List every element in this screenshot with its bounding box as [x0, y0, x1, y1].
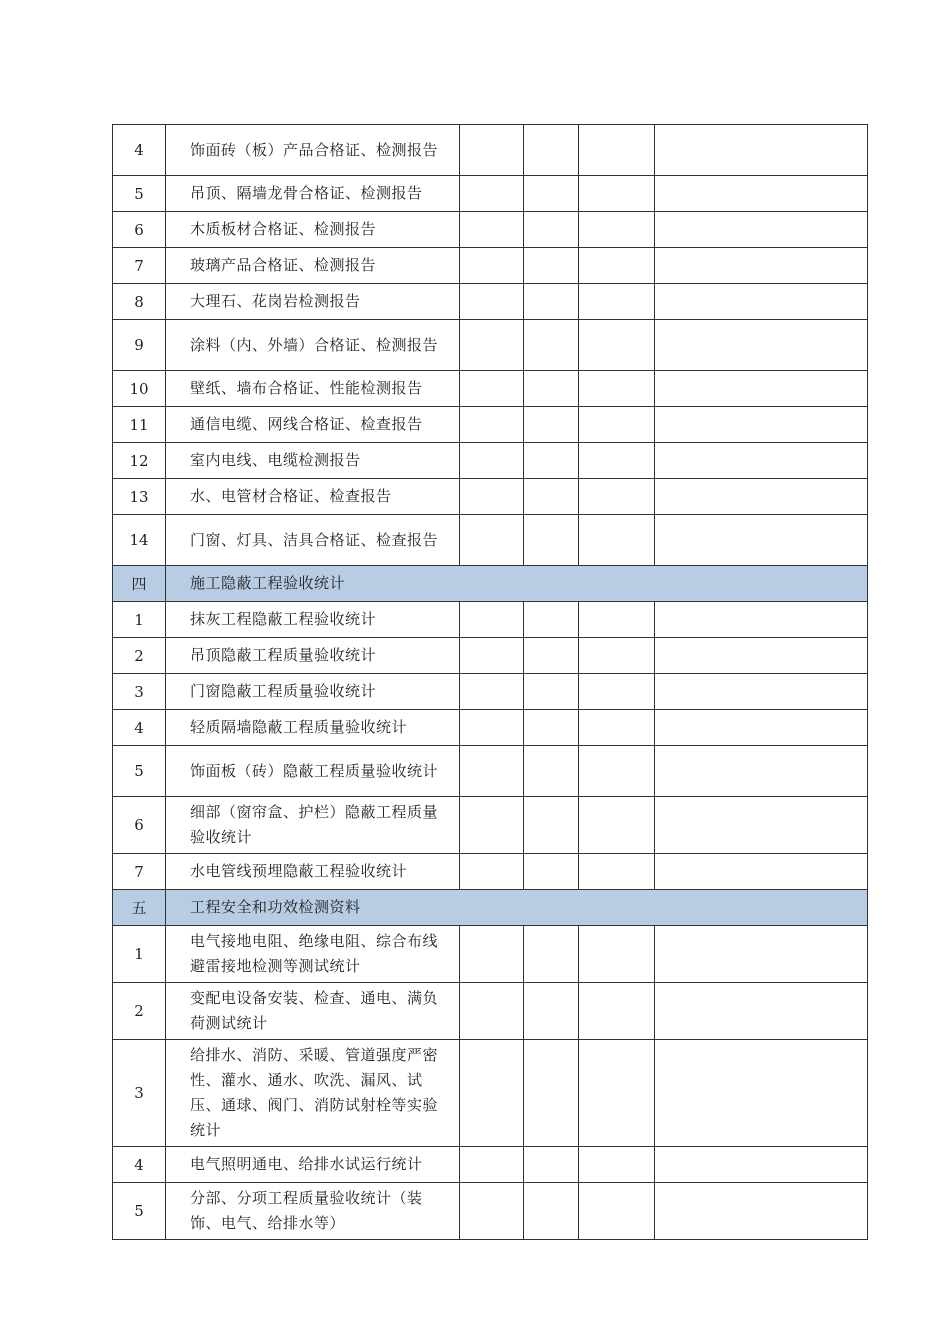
item-description: 饰面板（砖）隐蔽工程质量验收统计 — [166, 746, 460, 797]
blank-cell-a — [460, 515, 524, 566]
item-description: 大理石、花岗岩检测报告 — [166, 284, 460, 320]
blank-cell-a — [460, 407, 524, 443]
table-row — [113, 320, 868, 371]
blank-cell-c — [579, 443, 655, 479]
table-row — [113, 746, 868, 797]
blank-cell-b — [524, 176, 579, 212]
blank-cell-b — [524, 125, 579, 176]
remarks-cell — [655, 320, 868, 371]
row-number: 1 — [113, 926, 166, 983]
blank-cell-c — [579, 371, 655, 407]
blank-cell-a — [460, 797, 524, 854]
item-description: 吊顶、隔墙龙骨合格证、检测报告 — [166, 176, 460, 212]
remarks-cell — [655, 407, 868, 443]
row-number: 7 — [113, 248, 166, 284]
table-row — [113, 1040, 868, 1147]
blank-cell-c — [579, 284, 655, 320]
item-description: 通信电缆、网线合格证、检查报告 — [166, 407, 460, 443]
table-row — [113, 797, 868, 854]
table-row — [113, 674, 868, 710]
remarks-cell — [655, 1183, 868, 1240]
item-description: 分部、分项工程质量验收统计（装饰、电气、给排水等） — [166, 1183, 460, 1240]
blank-cell-a — [460, 674, 524, 710]
document-table — [112, 124, 868, 1240]
row-number: 9 — [113, 320, 166, 371]
blank-cell-c — [579, 983, 655, 1040]
row-number: 11 — [113, 407, 166, 443]
item-description: 电气接地电阻、绝缘电阻、综合布线避雷接地检测等测试统计 — [166, 926, 460, 983]
row-number: 3 — [113, 674, 166, 710]
table-row — [113, 176, 868, 212]
blank-cell-b — [524, 797, 579, 854]
blank-cell-b — [524, 479, 579, 515]
blank-cell-c — [579, 1147, 655, 1183]
row-number: 6 — [113, 797, 166, 854]
item-description: 门窗、灯具、洁具合格证、检查报告 — [166, 515, 460, 566]
blank-cell-a — [460, 854, 524, 890]
blank-cell-c — [579, 710, 655, 746]
remarks-cell — [655, 212, 868, 248]
item-description: 水电管线预埋隐蔽工程验收统计 — [166, 854, 460, 890]
item-description: 门窗隐蔽工程质量验收统计 — [166, 674, 460, 710]
section-row — [113, 890, 868, 926]
blank-cell-c — [579, 797, 655, 854]
blank-cell-b — [524, 371, 579, 407]
blank-cell-b — [524, 746, 579, 797]
table-row — [113, 854, 868, 890]
row-number: 3 — [113, 1040, 166, 1147]
blank-cell-c — [579, 479, 655, 515]
table-row — [113, 710, 868, 746]
blank-cell-a — [460, 320, 524, 371]
row-number: 5 — [113, 176, 166, 212]
blank-cell-a — [460, 443, 524, 479]
row-number: 13 — [113, 479, 166, 515]
blank-cell-c — [579, 248, 655, 284]
remarks-cell — [655, 746, 868, 797]
blank-cell-b — [524, 248, 579, 284]
table-row — [113, 479, 868, 515]
item-description: 抹灰工程隐蔽工程验收统计 — [166, 602, 460, 638]
blank-cell-c — [579, 638, 655, 674]
blank-cell-c — [579, 854, 655, 890]
item-description: 室内电线、电缆检测报告 — [166, 443, 460, 479]
table-row — [113, 125, 868, 176]
table-body — [113, 125, 868, 1240]
table-row — [113, 983, 868, 1040]
blank-cell-b — [524, 407, 579, 443]
blank-cell-b — [524, 710, 579, 746]
item-description: 轻质隔墙隐蔽工程质量验收统计 — [166, 710, 460, 746]
blank-cell-a — [460, 284, 524, 320]
item-description: 电气照明通电、给排水试运行统计 — [166, 1147, 460, 1183]
table-row — [113, 515, 868, 566]
blank-cell-a — [460, 479, 524, 515]
blank-cell-c — [579, 1183, 655, 1240]
remarks-cell — [655, 515, 868, 566]
blank-cell-b — [524, 320, 579, 371]
blank-cell-a — [460, 371, 524, 407]
row-number: 7 — [113, 854, 166, 890]
blank-cell-c — [579, 125, 655, 176]
blank-cell-c — [579, 212, 655, 248]
blank-cell-a — [460, 926, 524, 983]
table-row — [113, 1183, 868, 1240]
blank-cell-a — [460, 746, 524, 797]
table-row — [113, 443, 868, 479]
remarks-cell — [655, 638, 868, 674]
remarks-cell — [655, 602, 868, 638]
blank-cell-a — [460, 176, 524, 212]
blank-cell-a — [460, 983, 524, 1040]
row-number: 4 — [113, 710, 166, 746]
blank-cell-b — [524, 1183, 579, 1240]
blank-cell-a — [460, 248, 524, 284]
table-row — [113, 638, 868, 674]
remarks-cell — [655, 983, 868, 1040]
remarks-cell — [655, 284, 868, 320]
section-row — [113, 566, 868, 602]
row-number: 8 — [113, 284, 166, 320]
row-number: 2 — [113, 983, 166, 1040]
blank-cell-c — [579, 407, 655, 443]
blank-cell-c — [579, 602, 655, 638]
section-number: 四 — [113, 566, 166, 602]
blank-cell-a — [460, 1147, 524, 1183]
blank-cell-b — [524, 983, 579, 1040]
blank-cell-a — [460, 602, 524, 638]
remarks-cell — [655, 1040, 868, 1147]
item-description: 给排水、消防、采暖、管道强度严密性、灌水、通水、吹洗、漏风、试压、通球、阀门、消防试射栓等实验统计 — [166, 1040, 460, 1147]
table-row — [113, 371, 868, 407]
section-number: 五 — [113, 890, 166, 926]
row-number: 12 — [113, 443, 166, 479]
remarks-cell — [655, 176, 868, 212]
section-title: 施工隐蔽工程验收统计 — [166, 566, 868, 602]
remarks-cell — [655, 926, 868, 983]
row-number: 5 — [113, 746, 166, 797]
item-description: 吊顶隐蔽工程质量验收统计 — [166, 638, 460, 674]
blank-cell-b — [524, 854, 579, 890]
blank-cell-a — [460, 1183, 524, 1240]
item-description: 饰面砖（板）产品合格证、检测报告 — [166, 125, 460, 176]
item-description: 玻璃产品合格证、检测报告 — [166, 248, 460, 284]
blank-cell-b — [524, 638, 579, 674]
blank-cell-b — [524, 1147, 579, 1183]
item-description: 木质板材合格证、检测报告 — [166, 212, 460, 248]
blank-cell-b — [524, 674, 579, 710]
blank-cell-a — [460, 125, 524, 176]
table-row — [113, 602, 868, 638]
remarks-cell — [655, 248, 868, 284]
row-number: 6 — [113, 212, 166, 248]
row-number: 2 — [113, 638, 166, 674]
blank-cell-b — [524, 926, 579, 983]
row-number: 5 — [113, 1183, 166, 1240]
row-number: 10 — [113, 371, 166, 407]
blank-cell-c — [579, 320, 655, 371]
item-description: 壁纸、墙布合格证、性能检测报告 — [166, 371, 460, 407]
row-number: 14 — [113, 515, 166, 566]
remarks-cell — [655, 1147, 868, 1183]
blank-cell-c — [579, 926, 655, 983]
blank-cell-c — [579, 515, 655, 566]
blank-cell-b — [524, 515, 579, 566]
table-row — [113, 926, 868, 983]
table-row — [113, 248, 868, 284]
blank-cell-a — [460, 638, 524, 674]
blank-cell-c — [579, 674, 655, 710]
blank-cell-b — [524, 284, 579, 320]
remarks-cell — [655, 674, 868, 710]
blank-cell-a — [460, 212, 524, 248]
table-row — [113, 1147, 868, 1183]
blank-cell-c — [579, 746, 655, 797]
remarks-cell — [655, 371, 868, 407]
item-description: 涂料（内、外墙）合格证、检测报告 — [166, 320, 460, 371]
row-number: 4 — [113, 125, 166, 176]
blank-cell-a — [460, 710, 524, 746]
blank-cell-a — [460, 1040, 524, 1147]
table-row — [113, 212, 868, 248]
remarks-cell — [655, 854, 868, 890]
blank-cell-b — [524, 212, 579, 248]
blank-cell-b — [524, 602, 579, 638]
section-title: 工程安全和功效检测资料 — [166, 890, 868, 926]
table-row — [113, 407, 868, 443]
remarks-cell — [655, 479, 868, 515]
item-description: 水、电管材合格证、检查报告 — [166, 479, 460, 515]
blank-cell-b — [524, 1040, 579, 1147]
row-number: 1 — [113, 602, 166, 638]
blank-cell-b — [524, 443, 579, 479]
remarks-cell — [655, 710, 868, 746]
blank-cell-c — [579, 176, 655, 212]
item-description: 细部（窗帘盒、护栏）隐蔽工程质量验收统计 — [166, 797, 460, 854]
remarks-cell — [655, 443, 868, 479]
remarks-cell — [655, 797, 868, 854]
blank-cell-c — [579, 1040, 655, 1147]
table-row — [113, 284, 868, 320]
remarks-cell — [655, 125, 868, 176]
item-description: 变配电设备安装、检查、通电、满负荷测试统计 — [166, 983, 460, 1040]
row-number: 4 — [113, 1147, 166, 1183]
